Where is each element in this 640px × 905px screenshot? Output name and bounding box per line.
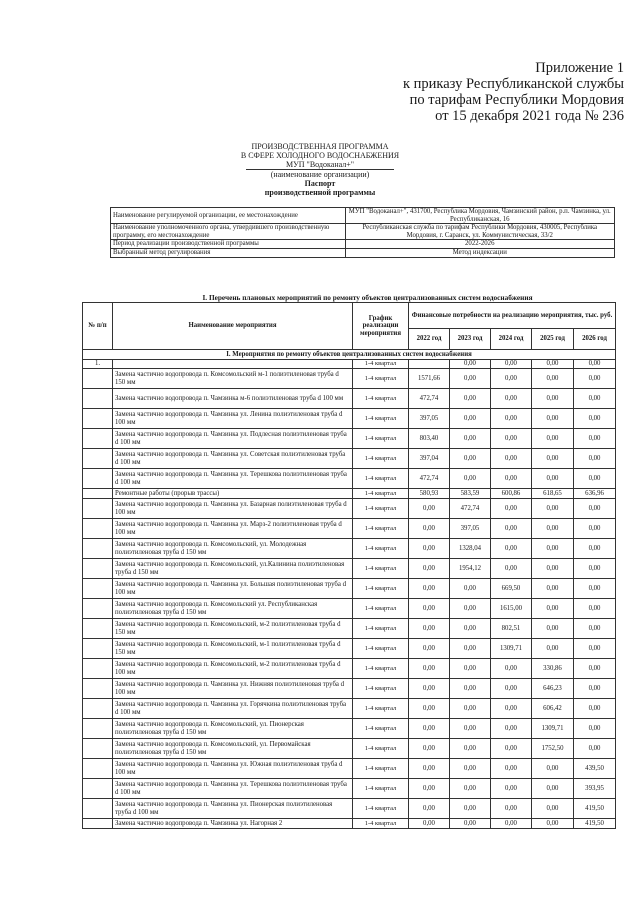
row-value-2022: 803,40 — [409, 429, 450, 449]
row-value-2025: 0,00 — [532, 369, 574, 389]
program-title-1: ПРОИЗВОДСТВЕННАЯ ПРОГРАММА — [251, 142, 389, 151]
row-value-2022: 397,04 — [409, 449, 450, 469]
row-number-cell — [83, 559, 113, 579]
header-number: № п/п — [83, 303, 113, 350]
row-schedule: 1-4 квартал — [353, 429, 409, 449]
row-value-2026: 393,95 — [574, 779, 616, 799]
table-row — [83, 699, 616, 719]
row-schedule: 1-4 квартал — [353, 539, 409, 559]
table-row — [83, 799, 616, 819]
row-value-2026: 0,00 — [574, 499, 616, 519]
header-year-2026: 2026 год — [574, 328, 616, 349]
row-number-cell — [83, 719, 113, 739]
row-value-2026: 0,00 — [574, 449, 616, 469]
header-year-2025: 2025 год — [532, 328, 574, 349]
header-schedule: График реализации мероприятия — [353, 303, 409, 350]
passport-value: МУП "Водоканал+", 431700, Республика Мордовия, Чамзинский район, р.п. Чамзинка, ул. Республиканская, 16 — [345, 208, 614, 224]
passport-title: Паспорт — [304, 179, 336, 188]
row-number-cell — [83, 469, 113, 489]
organization-caption: (наименование организации) — [270, 170, 370, 179]
row-schedule: 1-4 квартал — [353, 469, 409, 489]
table-row — [83, 409, 616, 429]
row-schedule: 1-4 квартал — [353, 819, 409, 829]
row-schedule: 1-4 квартал — [353, 619, 409, 639]
row-number-cell — [83, 739, 113, 759]
row-number-cell — [83, 369, 113, 389]
header-year-2024: 2024 год — [491, 328, 532, 349]
row-value-2022: 0,00 — [409, 659, 450, 679]
row-value-2023: 472,74 — [450, 499, 491, 519]
group-cell-2024: 0,00 — [491, 360, 532, 369]
row-value-2026: 0,00 — [574, 469, 616, 489]
row-value-2022: 397,05 — [409, 409, 450, 429]
passport-label: Наименование уполномоченного органа, утвердившего производственную программу, его местонахождение — [111, 224, 346, 240]
passport-label: Наименование регулируемой организации, ее местонахождение — [111, 208, 346, 224]
row-value-2026: 419,50 — [574, 799, 616, 819]
appendix-line-1: Приложение 1 — [535, 60, 624, 76]
table-row — [83, 679, 616, 699]
row-value-2026: 0,00 — [574, 679, 616, 699]
row-name: Замена частично водопровода п. Чамзинка ул. Нижняя полиэтиленовая труба d 100 мм — [113, 679, 353, 699]
row-value-2025: 1752,50 — [532, 739, 574, 759]
row-value-2025: 0,00 — [532, 539, 574, 559]
row-value-2024: 0,00 — [491, 469, 532, 489]
row-number-cell — [83, 679, 113, 699]
row-value-2026: 419,50 — [574, 819, 616, 829]
row-value-2024: 0,00 — [491, 409, 532, 429]
row-schedule: 1-4 квартал — [353, 499, 409, 519]
row-value-2025: 0,00 — [532, 599, 574, 619]
passport-row — [111, 240, 615, 249]
subsection-row — [83, 350, 616, 360]
row-schedule: 1-4 квартал — [353, 579, 409, 599]
row-value-2026: 0,00 — [574, 599, 616, 619]
row-number-cell — [83, 639, 113, 659]
row-schedule: 1-4 квартал — [353, 369, 409, 389]
row-value-2022: 0,00 — [409, 799, 450, 819]
table-row — [83, 539, 616, 559]
measures-table-body — [83, 350, 616, 829]
row-schedule: 1-4 квартал — [353, 679, 409, 699]
row-value-2024: 0,00 — [491, 719, 532, 739]
row-value-2024: 0,00 — [491, 659, 532, 679]
appendix-header — [304, 60, 624, 124]
row-value-2023: 0,00 — [450, 699, 491, 719]
row-value-2023: 0,00 — [450, 819, 491, 829]
row-value-2023: 0,00 — [450, 619, 491, 639]
row-value-2024: 669,50 — [491, 579, 532, 599]
passport-value: 2022-2026 — [345, 240, 614, 249]
row-name: Замена частично водопровода п. Комсомольский ул. Республиканская полиэтиленовая труба d 150 мм — [113, 599, 353, 619]
passport-label: Выбранный метод регулирования — [111, 248, 346, 257]
row-name: Замена частично водопровода п. Чамзинка ул. Большая полиэтиленовая труба d 100 мм — [113, 579, 353, 599]
row-value-2024: 0,00 — [491, 429, 532, 449]
row-value-2022: 0,00 — [409, 579, 450, 599]
row-value-2026: 0,00 — [574, 739, 616, 759]
row-value-2024: 0,00 — [491, 559, 532, 579]
table-row — [83, 659, 616, 679]
row-value-2022: 0,00 — [409, 699, 450, 719]
row-value-2025: 646,23 — [532, 679, 574, 699]
row-value-2022: 0,00 — [409, 499, 450, 519]
appendix-line-2: к приказу Республиканской службы — [402, 76, 624, 92]
row-value-2022: 0,00 — [409, 819, 450, 829]
header-year-2022: 2022 год — [409, 328, 450, 349]
row-number-cell — [83, 409, 113, 429]
row-value-2026: 0,00 — [574, 519, 616, 539]
table-row — [83, 639, 616, 659]
passport-table-body — [111, 208, 615, 258]
row-value-2024: 0,00 — [491, 449, 532, 469]
row-value-2023: 0,00 — [450, 449, 491, 469]
row-value-2024: 0,00 — [491, 369, 532, 389]
row-name: Замена частично водопровода п. Чамзинка ул. Горячкина полиэтиленовая труба d 100 мм — [113, 699, 353, 719]
table-row — [83, 489, 616, 499]
row-value-2023: 0,00 — [450, 579, 491, 599]
row-schedule: 1-4 квартал — [353, 659, 409, 679]
row-schedule: 1-4 квартал — [353, 489, 409, 499]
row-value-2024: 0,00 — [491, 679, 532, 699]
table-row — [83, 819, 616, 829]
row-number-cell — [83, 619, 113, 639]
row-value-2026: 0,00 — [574, 579, 616, 599]
row-value-2022: 0,00 — [409, 679, 450, 699]
row-value-2026: 0,00 — [574, 559, 616, 579]
row-value-2026: 0,00 — [574, 619, 616, 639]
row-name: Замена частично водопровода п. Комсомольский, ул. Молодежная полиэтиленовая труба d 150 мм — [113, 539, 353, 559]
row-value-2023: 0,00 — [450, 469, 491, 489]
row-value-2026: 636,96 — [574, 489, 616, 499]
row-value-2023: 0,00 — [450, 799, 491, 819]
row-name: Замена частично водопровода п. Чамзинка ул. Терешкова полиэтиленовая труба d 100 мм — [113, 469, 353, 489]
passport-row — [111, 208, 615, 224]
row-value-2025: 0,00 — [532, 799, 574, 819]
row-schedule: 1-4 квартал — [353, 639, 409, 659]
row-value-2025: 330,86 — [532, 659, 574, 679]
row-value-2024: 0,00 — [491, 389, 532, 409]
row-value-2022: 0,00 — [409, 519, 450, 539]
row-schedule: 1-4 квартал — [353, 389, 409, 409]
row-number-cell — [83, 499, 113, 519]
row-value-2023: 0,00 — [450, 409, 491, 429]
row-value-2026: 0,00 — [574, 409, 616, 429]
row-schedule: 1-4 квартал — [353, 409, 409, 429]
row-value-2023: 0,00 — [450, 659, 491, 679]
group-cell-2025: 0,00 — [532, 360, 574, 369]
row-value-2022: 0,00 — [409, 559, 450, 579]
row-value-2024: 0,00 — [491, 699, 532, 719]
row-number-cell — [83, 579, 113, 599]
row-value-2025: 0,00 — [532, 429, 574, 449]
row-number-cell — [83, 659, 113, 679]
row-schedule: 1-4 квартал — [353, 799, 409, 819]
row-value-2025: 0,00 — [532, 499, 574, 519]
group-name — [113, 360, 353, 369]
group-cell-2022 — [409, 360, 450, 369]
row-number-cell — [83, 699, 113, 719]
subsection-title: I. Мероприятия по ремонту объектов централизованных систем водоснабжения — [83, 350, 616, 360]
row-schedule: 1-4 квартал — [353, 519, 409, 539]
row-value-2023: 0,00 — [450, 599, 491, 619]
table-row — [83, 429, 616, 449]
row-value-2025: 0,00 — [532, 779, 574, 799]
program-title-block — [110, 142, 530, 197]
row-schedule: 1-4 квартал — [353, 449, 409, 469]
row-value-2022: 472,74 — [409, 389, 450, 409]
row-value-2025: 0,00 — [532, 559, 574, 579]
row-name: Замена частично водопровода п. Комсомольский, ул. Пионерская полиэтиленовая труба d 150 мм — [113, 719, 353, 739]
table-row — [83, 369, 616, 389]
row-name: Замена частично водопровода п. Чамзинка ул. Пионерская полиэтиленовая труба d 100 мм — [113, 799, 353, 819]
row-name: Замена частично водопровода п. Комсомольский, ул. Первомайская полиэтиленовая труба d 150 мм — [113, 739, 353, 759]
row-value-2025: 0,00 — [532, 639, 574, 659]
group-schedule: 1-4 квартал — [353, 360, 409, 369]
table-row — [83, 599, 616, 619]
row-schedule: 1-4 квартал — [353, 759, 409, 779]
row-value-2022: 0,00 — [409, 639, 450, 659]
row-value-2024: 1615,00 — [491, 599, 532, 619]
organization-name: МУП "Водоканал+" — [246, 160, 394, 170]
row-name: Замена частично водопровода п. Чамзинка ул. Терешкова полиэтиленовая труба d 100 мм — [113, 779, 353, 799]
table-row — [83, 389, 616, 409]
row-schedule: 1-4 квартал — [353, 699, 409, 719]
row-value-2025: 618,65 — [532, 489, 574, 499]
row-schedule: 1-4 квартал — [353, 719, 409, 739]
row-value-2023: 397,05 — [450, 519, 491, 539]
row-value-2023: 0,00 — [450, 639, 491, 659]
row-number-cell — [83, 449, 113, 469]
row-name: Ремонтные работы (прорыв трассы) — [113, 489, 353, 499]
row-name: Замена частично водопровода п. Чамзинка ул. Ленина полиэтиленовая труба d 100 мм — [113, 409, 353, 429]
row-value-2024: 0,00 — [491, 739, 532, 759]
row-value-2023: 0,00 — [450, 429, 491, 449]
row-value-2025: 0,00 — [532, 409, 574, 429]
row-schedule: 1-4 квартал — [353, 559, 409, 579]
row-name: Замена частично водопровода п. Чамзинка ул. Марз-2 полиэтиленовая труба d 100 мм — [113, 519, 353, 539]
row-value-2025: 0,00 — [532, 619, 574, 639]
passport-value: Республиканская служба по тарифам Республики Мордовия, 430005, Республика Мордовия, г. Саранск, ул. Коммунистическая, 33/2 — [345, 224, 614, 240]
row-value-2023: 0,00 — [450, 679, 491, 699]
table-row — [83, 499, 616, 519]
row-value-2022: 0,00 — [409, 779, 450, 799]
group-cell-2023: 0,00 — [450, 360, 491, 369]
row-number-cell — [83, 429, 113, 449]
row-value-2022: 0,00 — [409, 619, 450, 639]
table-row — [83, 619, 616, 639]
table-row — [83, 519, 616, 539]
row-name: Замена частично водопровода п. Чамзинка м-6 полиэтиленовая труба d 100 мм — [113, 389, 353, 409]
passport-row — [111, 224, 615, 240]
row-value-2024: 0,00 — [491, 779, 532, 799]
row-value-2025: 606,42 — [532, 699, 574, 719]
row-value-2022: 0,00 — [409, 719, 450, 739]
row-value-2024: 0,00 — [491, 759, 532, 779]
appendix-line-3: по тарифам Республики Мордовия — [409, 92, 624, 108]
row-value-2025: 0,00 — [532, 449, 574, 469]
program-title-2: В СФЕРЕ ХОЛОДНОГО ВОДОСНАБЖЕНИЯ — [240, 151, 400, 160]
row-value-2026: 0,00 — [574, 369, 616, 389]
row-name: Замена частично водопровода п. Комсомольский, м-2 полиэтиленовая труба d 100 мм — [113, 659, 353, 679]
passport-subtitle: производственной программы — [264, 188, 376, 197]
row-name: Замена частично водопровода п. Чамзинка ул. Южная полиэтиленовая труба d 100 мм — [113, 759, 353, 779]
row-number-cell — [83, 539, 113, 559]
row-schedule: 1-4 квартал — [353, 599, 409, 619]
row-number-cell — [83, 519, 113, 539]
row-value-2025: 0,00 — [532, 759, 574, 779]
row-value-2026: 439,50 — [574, 759, 616, 779]
measures-table-header — [83, 303, 616, 350]
table-row — [83, 469, 616, 489]
row-value-2022: 0,00 — [409, 599, 450, 619]
row-value-2025: 0,00 — [532, 469, 574, 489]
row-value-2023: 1328,04 — [450, 539, 491, 559]
row-value-2022: 472,74 — [409, 469, 450, 489]
row-name: Замена частично водопровода п. Чамзинка ул. Базарная полиэтиленовая труба d 100 мм — [113, 499, 353, 519]
header-year-2023: 2023 год — [450, 328, 491, 349]
row-number-cell — [83, 799, 113, 819]
row-name: Замена частично водопровода п. Чамзинка ул. Советская полиэтиленовая труба d 100 мм — [113, 449, 353, 469]
row-value-2024: 1309,71 — [491, 639, 532, 659]
row-name: Замена частично водопровода п. Комсомольский м-1 полиэтиленовая труба d 150 мм — [113, 369, 353, 389]
row-value-2025: 1309,71 — [532, 719, 574, 739]
header-name: Наименование мероприятия — [113, 303, 353, 350]
header-financial: Финансовые потребности на реализацию мероприятия, тыс. руб. — [409, 303, 616, 329]
row-value-2023: 0,00 — [450, 779, 491, 799]
row-value-2023: 1954,12 — [450, 559, 491, 579]
row-value-2024: 0,00 — [491, 799, 532, 819]
row-name: Замена частично водопровода п. Чамзинка ул. Нагорная 2 — [113, 819, 353, 829]
row-value-2025: 0,00 — [532, 389, 574, 409]
row-value-2024: 600,86 — [491, 489, 532, 499]
row-value-2026: 0,00 — [574, 429, 616, 449]
row-value-2026: 0,00 — [574, 659, 616, 679]
section-title: I. Перечень плановых мероприятий по ремонту объектов централизованных систем водоснабжения — [202, 293, 533, 302]
passport-value: Метод индексации — [345, 248, 614, 257]
row-value-2023: 583,59 — [450, 489, 491, 499]
row-number-cell — [83, 819, 113, 829]
row-value-2022: 1571,66 — [409, 369, 450, 389]
row-value-2023: 0,00 — [450, 739, 491, 759]
row-value-2023: 0,00 — [450, 719, 491, 739]
group-row — [83, 360, 616, 369]
row-number-cell — [83, 489, 113, 499]
group-number: 1. — [83, 360, 113, 369]
passport-table — [110, 207, 615, 258]
row-name: Замена частично водопровода п. Комсомольский, ул.Калинина полиэтиленовая труба d 150 мм — [113, 559, 353, 579]
row-value-2025: 0,00 — [532, 519, 574, 539]
table-row — [83, 779, 616, 799]
row-value-2023: 0,00 — [450, 759, 491, 779]
appendix-line-4: от 15 декабря 2021 года № 236 — [435, 108, 624, 124]
row-value-2026: 0,00 — [574, 639, 616, 659]
row-schedule: 1-4 квартал — [353, 779, 409, 799]
row-name: Замена частично водопровода п. Чамзинка ул. Подлесная полиэтиленовая труба d 100 мм — [113, 429, 353, 449]
row-number-cell — [83, 389, 113, 409]
row-value-2023: 0,00 — [450, 389, 491, 409]
row-number-cell — [83, 779, 113, 799]
passport-label: Период реализации производственной программы — [111, 240, 346, 249]
row-value-2022: 580,93 — [409, 489, 450, 499]
row-number-cell — [83, 599, 113, 619]
row-value-2022: 0,00 — [409, 759, 450, 779]
passport-row — [111, 248, 615, 257]
row-name: Замена частично водопровода п. Комсомольский, м-2 полиэтиленовая труба d 150 мм — [113, 619, 353, 639]
row-number-cell — [83, 759, 113, 779]
row-value-2026: 0,00 — [574, 719, 616, 739]
table-row — [83, 719, 616, 739]
row-value-2025: 0,00 — [532, 579, 574, 599]
row-value-2023: 0,00 — [450, 369, 491, 389]
group-cell-2026: 0,00 — [574, 360, 616, 369]
row-value-2026: 0,00 — [574, 539, 616, 559]
table-row — [83, 579, 616, 599]
row-value-2024: 0,00 — [491, 539, 532, 559]
row-schedule: 1-4 квартал — [353, 739, 409, 759]
measures-table — [82, 302, 616, 829]
row-value-2024: 0,00 — [491, 519, 532, 539]
row-value-2025: 0,00 — [532, 819, 574, 829]
row-value-2022: 0,00 — [409, 539, 450, 559]
row-value-2024: 0,00 — [491, 819, 532, 829]
table-row — [83, 559, 616, 579]
table-row — [83, 739, 616, 759]
table-row — [83, 449, 616, 469]
row-value-2024: 802,51 — [491, 619, 532, 639]
row-value-2026: 0,00 — [574, 389, 616, 409]
row-value-2022: 0,00 — [409, 739, 450, 759]
row-value-2026: 0,00 — [574, 699, 616, 719]
row-name: Замена частично водопровода п. Комсомольский, м-1 полиэтиленовая труба d 150 мм — [113, 639, 353, 659]
table-row — [83, 759, 616, 779]
row-value-2024: 0,00 — [491, 499, 532, 519]
